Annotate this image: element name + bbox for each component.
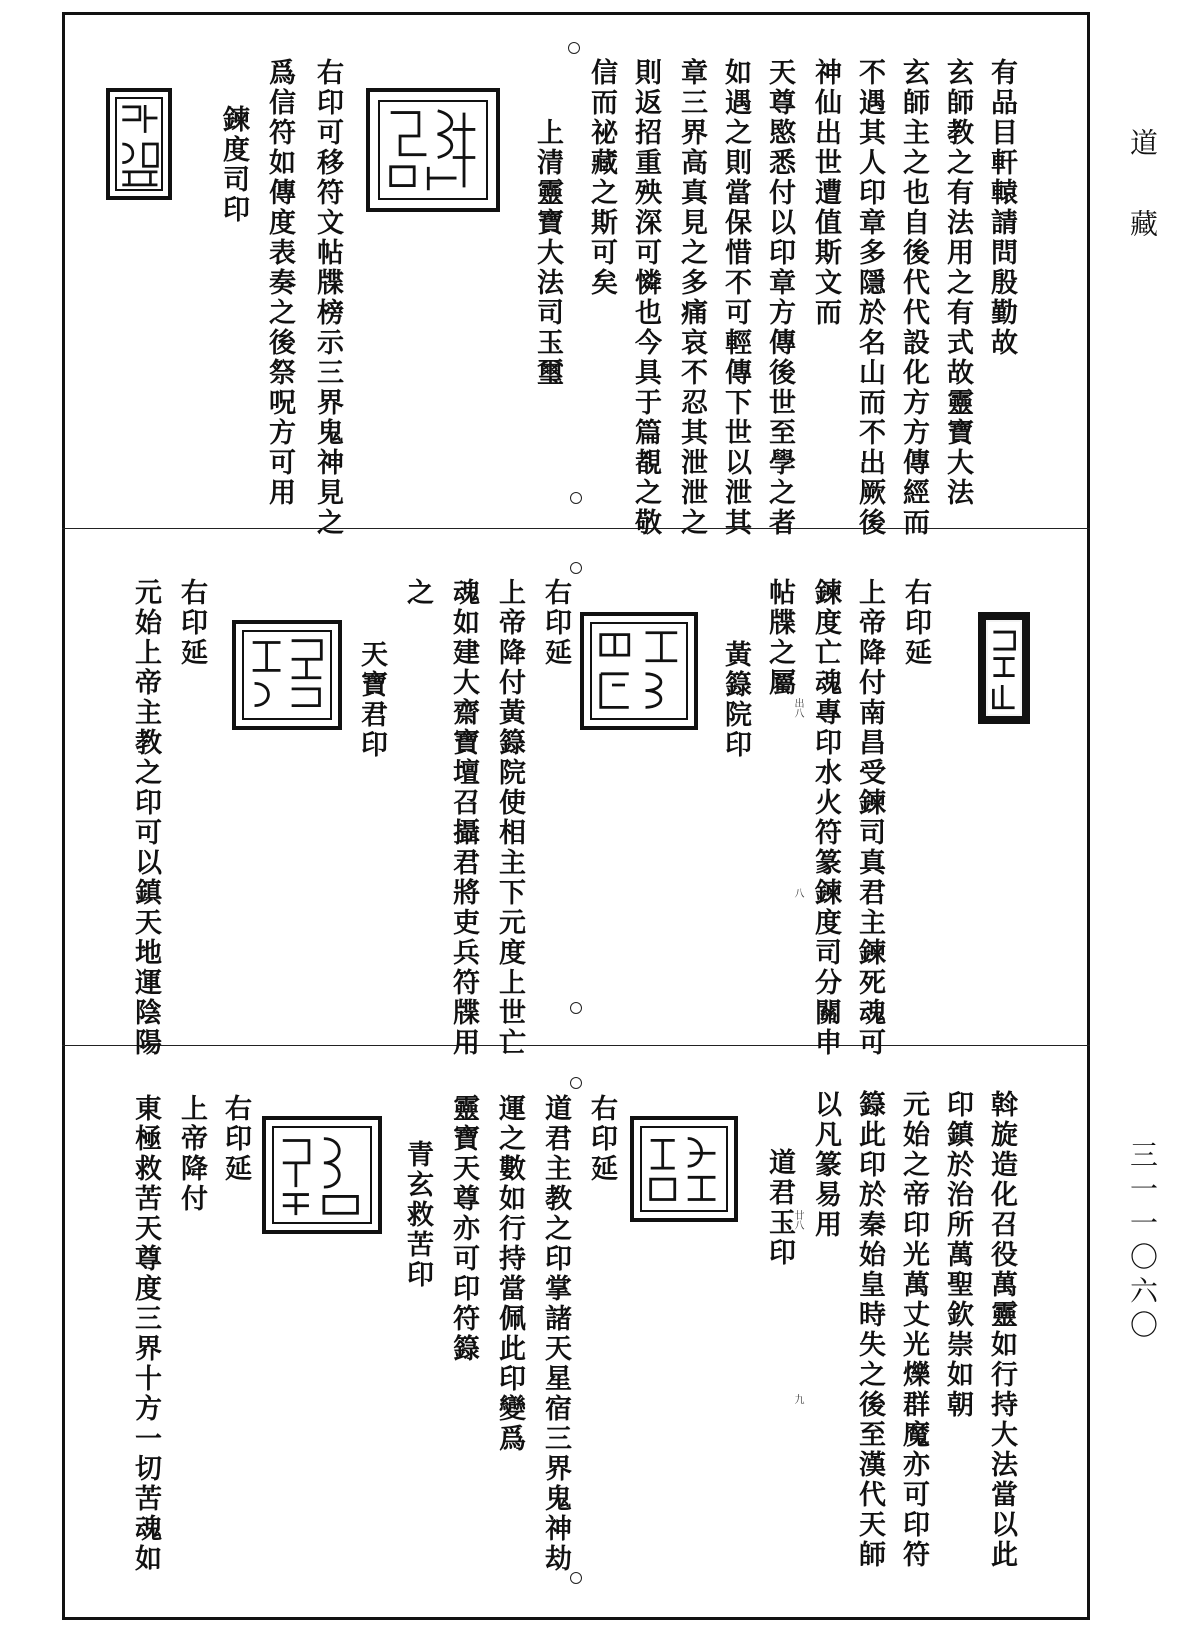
seal-stamp: [262, 1116, 382, 1234]
text-column: 鍊度亡魂專印水火符篆鍊度司分關申: [810, 578, 841, 1058]
text-column: 右印可移符文帖牒榜示三界鬼神見之: [312, 58, 343, 538]
seal-stamp: [366, 88, 500, 212]
text-column: 上帝降付南昌受鍊司真君主鍊死魂可: [854, 578, 885, 1058]
text-column: 靈寶天尊亦可印符籙: [448, 1094, 479, 1364]
text-column: 上帝降付: [176, 1094, 207, 1214]
seal-caption: 道君玉印: [764, 1148, 795, 1268]
page-number: 三一一〇六〇: [1126, 1140, 1159, 1344]
seal-caption: 青玄救苦印: [402, 1140, 433, 1290]
text-column: 東極救苦天尊度三界十方一切苦魂如: [130, 1094, 161, 1574]
margin-note: 九: [792, 1394, 803, 1404]
text-column: 右印延: [176, 578, 207, 668]
text-column: 玄師主之也自後代代設化方方傳經而: [898, 58, 929, 538]
circle-mark: [570, 1002, 582, 1014]
text-column: 章三界高真見之多痛哀不忍其泄泄之: [676, 58, 707, 538]
text-column: 印鎮於治所萬聖欽崇如朝: [942, 1090, 973, 1420]
seal-caption: 黃籙院印: [720, 640, 751, 760]
text-column: 有品目軒轅請問殷勤故: [986, 58, 1017, 358]
seal-caption: 鍊度司印: [218, 105, 249, 225]
text-column: 右印延: [586, 1094, 617, 1184]
text-column: 以凡篆易用: [810, 1090, 841, 1240]
text-column: 魂如建大齋寶壇召攝君將吏兵符牒用: [448, 578, 479, 1058]
text-column: 右印延: [540, 578, 571, 668]
circle-mark: [570, 562, 582, 574]
margin-title: 道 藏: [1126, 128, 1159, 247]
seal-stamp: [580, 612, 698, 730]
text-column: 神仙出世遭值斯文而: [810, 58, 841, 328]
text-column: 信而祕藏之斯可矣: [586, 58, 617, 298]
text-column: 則返招重殃深可憐也今具于篇覩之敬: [630, 58, 661, 538]
page-frame: [62, 12, 1090, 1620]
text-column: 元始上帝主教之印可以鎮天地運陰陽: [130, 578, 161, 1058]
text-column: 帖牒之屬: [764, 578, 795, 698]
text-column: 籙此印於秦始皇時失之後至漢代天師: [854, 1090, 885, 1570]
text-column: 道君主教之印掌諸天星宿三界鬼神劫: [540, 1094, 571, 1574]
section-divider-1: [62, 528, 1090, 529]
text-column: 爲信符如傳度表奏之後祭呪方可用: [264, 58, 295, 508]
seal-caption: 天寶君印: [356, 640, 387, 760]
text-column: 天尊愍悉付以印章方傳後世至學之者: [764, 58, 795, 538]
margin-note: 廿八: [792, 1210, 803, 1230]
margin-note: 出八: [792, 698, 803, 718]
margin-note: 八: [792, 888, 803, 898]
text-column: 運之數如行持當佩此印變爲: [494, 1094, 525, 1454]
section-divider-2: [62, 1045, 1090, 1046]
text-column: 玄師教之有法用之有式故靈寶大法: [942, 58, 973, 508]
seal-caption: 上清靈寶大法司玉璽: [532, 118, 563, 388]
seal-stamp: [978, 612, 1030, 724]
text-column: 斡旋造化召役萬靈如行持大法當以此: [986, 1090, 1017, 1570]
seal-stamp: [106, 88, 172, 200]
text-column: 之: [402, 578, 433, 608]
circle-mark: [570, 1077, 582, 1089]
seal-stamp: [232, 620, 342, 730]
text-column: 不遇其人印章多隱於名山而不出厥後: [854, 58, 885, 538]
text-column: 右印延: [220, 1094, 251, 1184]
text-column: 如遇之則當保惜不可輕傳下世以泄其: [720, 58, 751, 538]
circle-mark: [568, 42, 580, 54]
seal-stamp: [630, 1116, 738, 1222]
circle-mark: [570, 492, 582, 504]
text-column: 上帝降付黃籙院使相主下元度上世亡: [494, 578, 525, 1058]
text-column: 元始之帝印光萬丈光爍群魔亦可印符: [898, 1090, 929, 1570]
text-column: 右印延: [900, 578, 931, 668]
